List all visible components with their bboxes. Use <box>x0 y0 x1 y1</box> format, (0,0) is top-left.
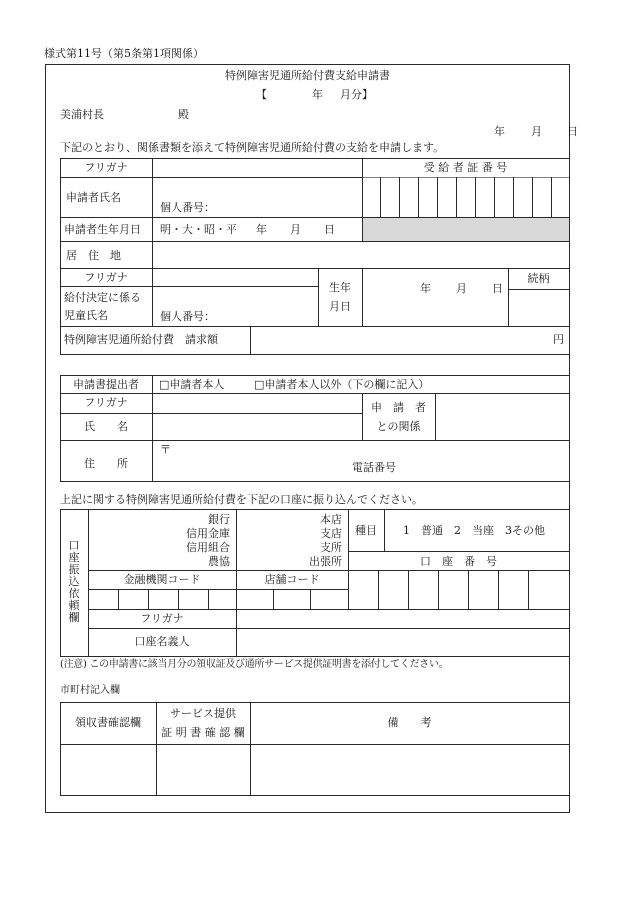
applicant-birth-era: 明・大・昭・平 <box>160 223 237 236</box>
child-birth-day: 日 <box>492 282 503 295</box>
account-no-label: 口 座 番 号 <box>420 555 497 568</box>
municipal-heading: 市町村記入欄 <box>60 685 120 696</box>
child-name-label-1: 給付決定に係る <box>64 291 141 304</box>
applicant-address-label: 居 住 地 <box>66 249 121 262</box>
child-personal-no: 個人番号： <box>160 310 215 323</box>
submitter-label: 申請書提出者 <box>73 378 139 391</box>
holder-label: 口座名義人 <box>134 635 190 648</box>
submitter-furigana-label: フリガナ <box>84 396 128 409</box>
inst-type-nokyo: 農協 <box>208 555 230 568</box>
applicant-birth-year: 年 <box>256 223 267 236</box>
branch-code-label: 店舗コード <box>264 573 320 586</box>
service-check-label-2: 証 明 書 確 認 欄 <box>161 726 245 739</box>
attachment-note: (注意) この申請書に該当月分の領収証及び通所サービス提供証明書を添付してください。 <box>60 659 449 670</box>
service-check-label-1: サービス提供 <box>170 707 236 720</box>
child-birth-label-2: 月日 <box>329 300 351 313</box>
branch-type-sub: 出張所 <box>309 555 342 568</box>
child-birth-year: 年 <box>420 282 431 295</box>
date-year: 年 <box>494 125 505 138</box>
branch-type-branch: 支店 <box>320 527 342 540</box>
applicant-personal-no: 個人番号： <box>160 201 215 214</box>
phone-label: 電話番号 <box>352 461 396 474</box>
child-name-label-2: 児童氏名 <box>64 309 108 322</box>
claim-unit: 円 <box>553 333 564 346</box>
recipient-no-label: 受 給 者 証 番 号 <box>423 161 508 174</box>
inst-code-label: 金融機関コード <box>123 573 201 586</box>
addressee-name: 美浦村長 <box>60 108 104 121</box>
submitter-relation-label-1: 申 請 者 <box>371 401 426 414</box>
applicant-birth-day: 日 <box>324 223 335 236</box>
child-relation-label: 続柄 <box>527 272 550 285</box>
receipt-check-label: 領収書確認欄 <box>75 716 141 729</box>
addressee-honorific: 殿 <box>178 108 189 121</box>
account-kind-label: 種目 <box>355 524 377 537</box>
submitter-option-self[interactable]: □申請者本人 <box>159 378 225 391</box>
branch-type-head: 本店 <box>320 513 342 526</box>
applicant-name-label: 申請者氏名 <box>66 191 121 204</box>
applicant-birth-month: 月 <box>290 223 301 236</box>
submitter-name-label: 氏 名 <box>84 420 128 433</box>
period-open: 【 <box>256 88 267 101</box>
child-birth-label-1: 生年 <box>329 281 351 294</box>
applicant-furigana-label: フリガナ <box>84 161 128 174</box>
submitter-address-label: 住 所 <box>84 457 128 470</box>
applicant-birth-label: 申請者生年月日 <box>64 223 141 236</box>
date-month: 月 <box>531 125 542 138</box>
claim-label: 特例障害児通所給付費 請求額 <box>64 333 218 346</box>
submitter-relation-label-2: との関係 <box>376 420 421 433</box>
bank-side-label: 口 座 振 込 依 頼 欄 <box>68 539 80 624</box>
date-day: 日 <box>567 125 578 138</box>
inst-type-shinkin: 信用金庫 <box>186 527 230 540</box>
period-year: 年 <box>312 88 323 101</box>
postal-mark: 〒 <box>160 443 171 456</box>
inst-type-shinkumi: 信用組合 <box>186 541 230 554</box>
inst-type-bank: 銀行 <box>208 513 230 526</box>
child-furigana-label: フリガナ <box>84 271 128 284</box>
period-month: 月分】 <box>340 88 373 101</box>
form-number: 様式第11号（第5条第1項関係） <box>44 47 204 60</box>
remarks-label: 備 考 <box>387 716 432 729</box>
branch-type-office: 支所 <box>320 541 342 554</box>
intro-text: 下記のとおり、関係書類を添えて特例障害児通所給付費の支給を申請します。 <box>60 141 445 154</box>
bank-intro-text: 上記に関する特例障害児通所給付費を下記の口座に振り込んでください。 <box>60 493 423 506</box>
child-birth-month: 月 <box>456 282 467 295</box>
holder-furigana-label: フリガナ <box>140 612 184 625</box>
submitter-option-other[interactable]: □申請者本人以外（下の欄に記入） <box>254 378 430 391</box>
form-title: 特例障害児通所給付費支給申請書 <box>225 69 390 82</box>
shaded-cell <box>362 217 570 241</box>
account-kind-options[interactable]: 1 普通 2 当座 3その他 <box>403 524 545 537</box>
